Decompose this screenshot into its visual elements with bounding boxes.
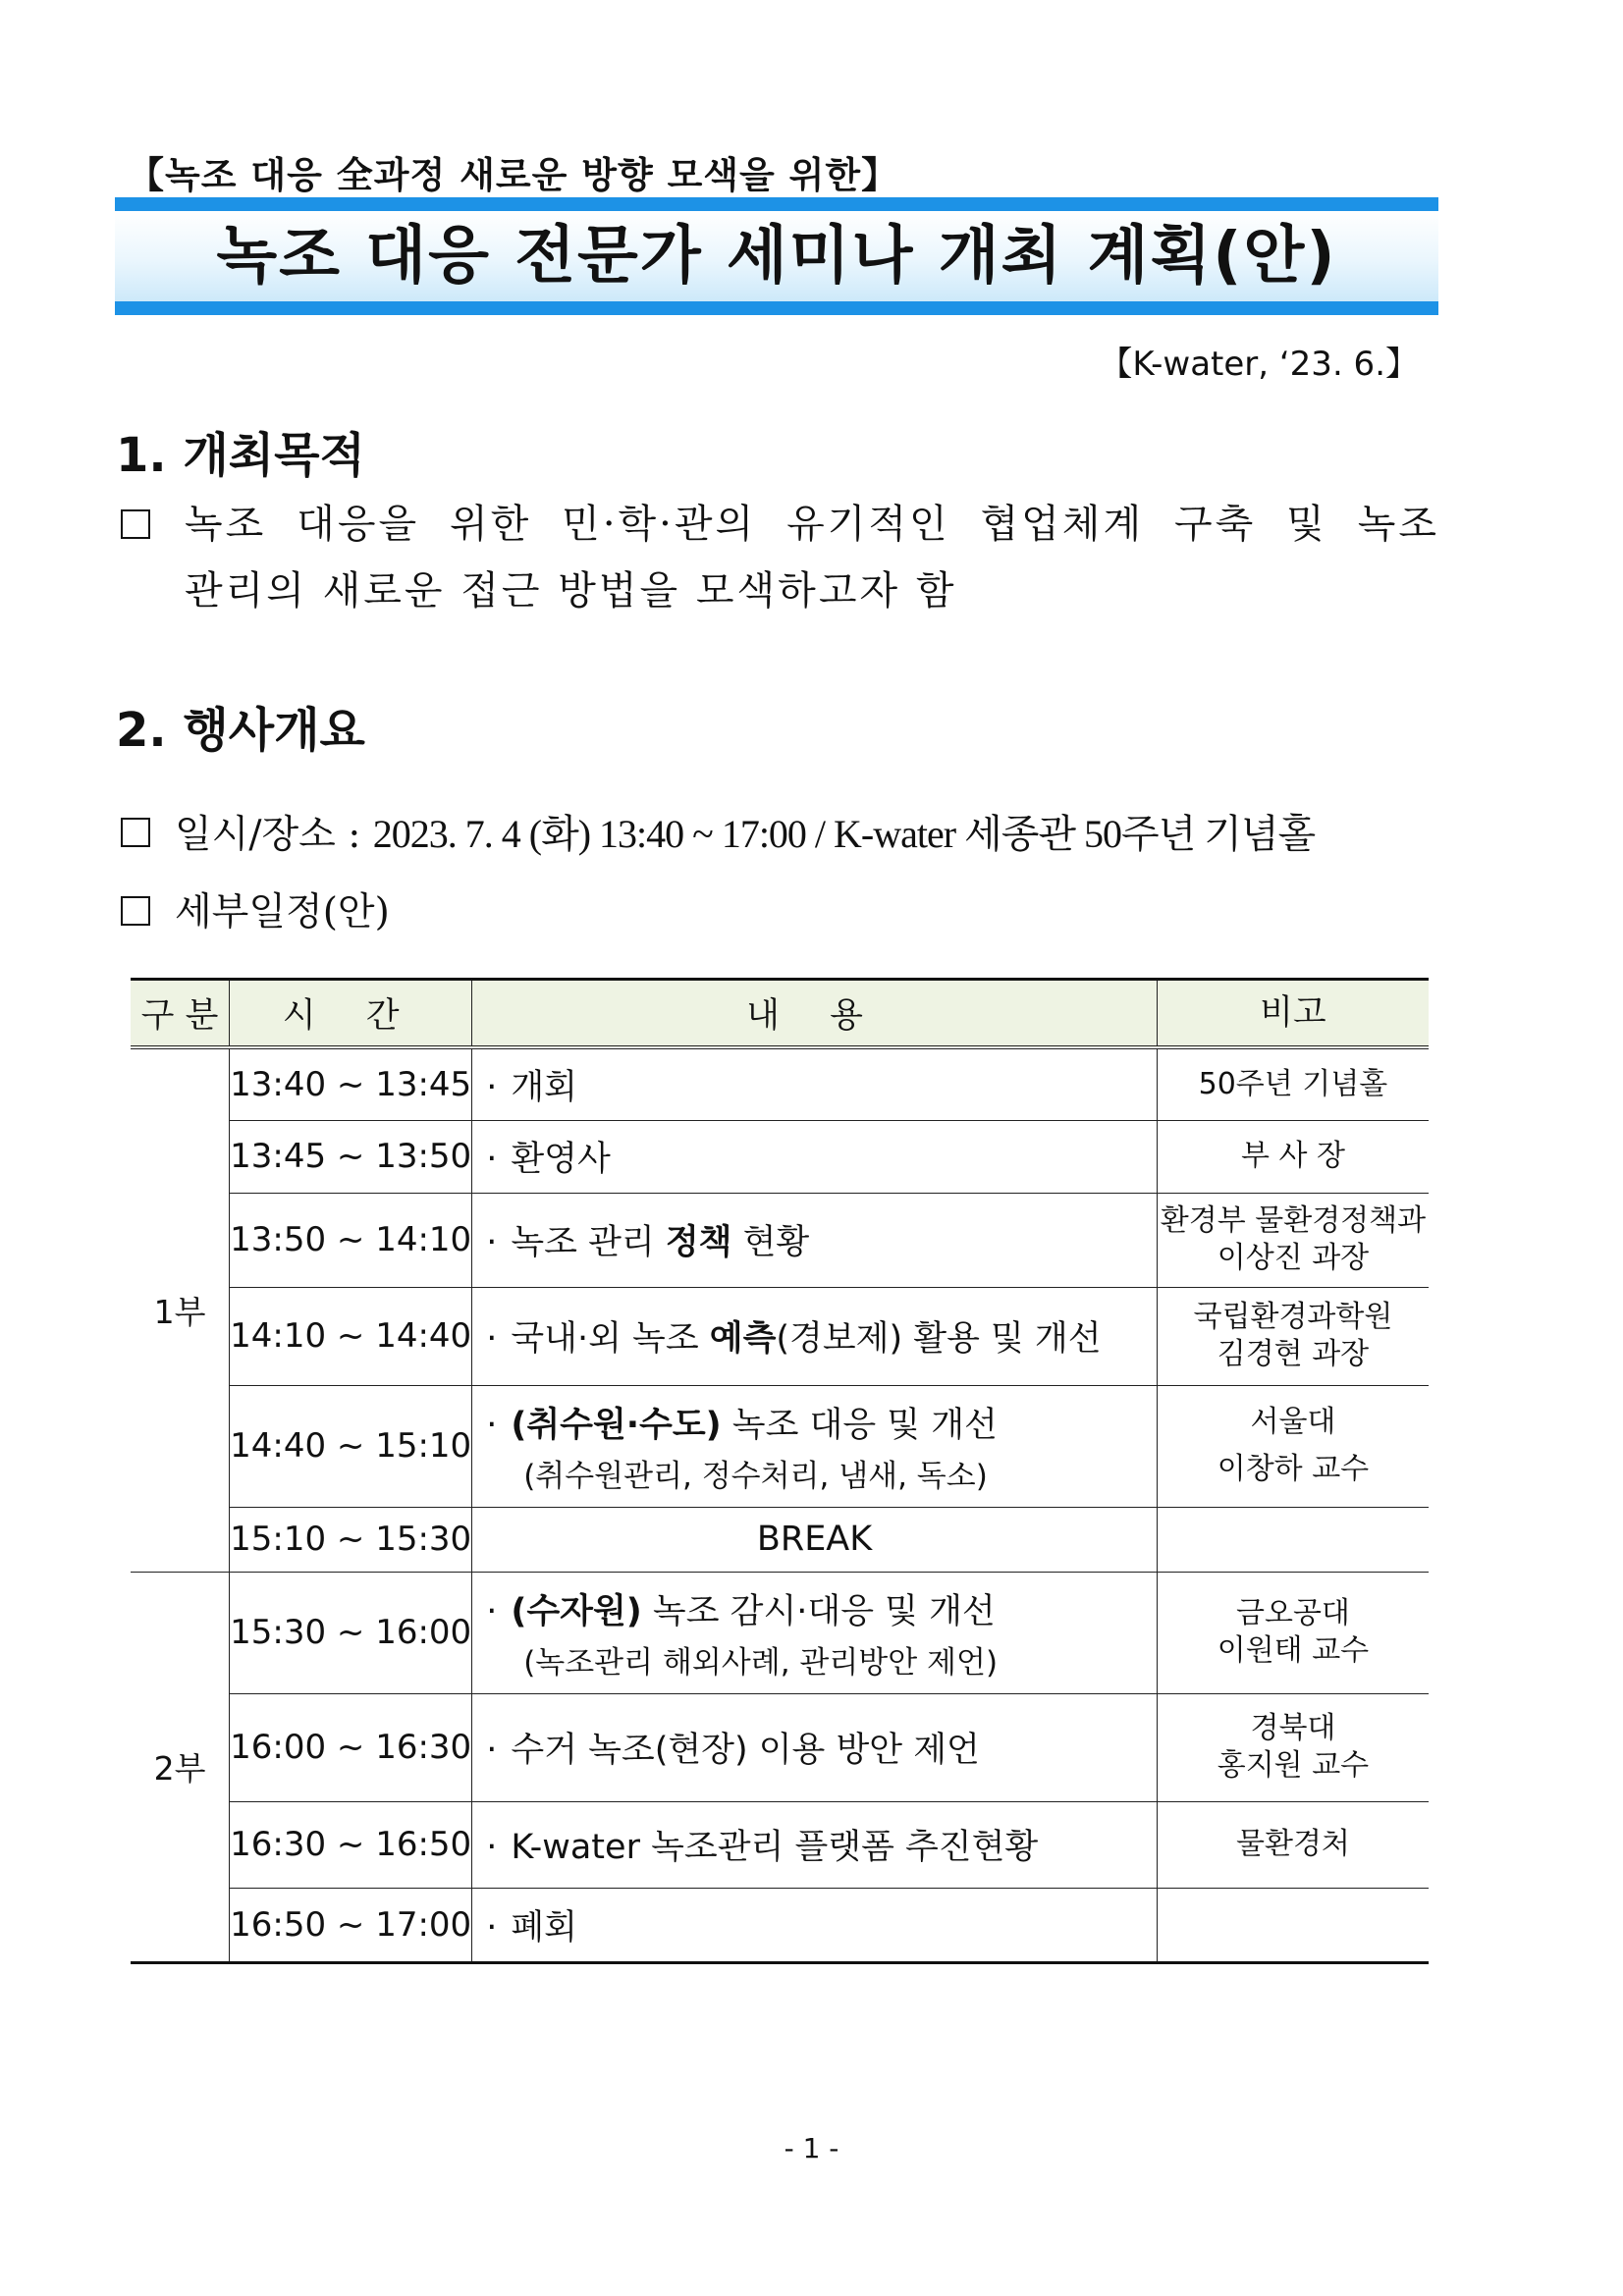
content-emphasis: 예측: [709, 1319, 777, 1359]
date-value: 2023. 7. 4 (화) 13:40 ~ 17:00 / K-water 세종관 50주년 기념홀: [372, 812, 1316, 856]
note-cell: [1157, 1888, 1429, 1962]
bullet-dot: ·: [486, 1591, 498, 1631]
schedule-table: [131, 978, 1429, 1964]
content-text: 국내·외 녹조: [511, 1319, 710, 1359]
purpose-line1: 녹조 대응을 위한 민·학·관의 유기적인 협업체계 구축 및 녹조: [185, 502, 1439, 547]
document-title: 녹조 대응 전문가 세미나 개최 계획(안): [216, 220, 1337, 293]
note-person: 김경현 과장: [1217, 1337, 1370, 1371]
bullet-dot: ·: [486, 1907, 498, 1948]
bullet-dot: ·: [486, 1828, 498, 1867]
note-cell: 50주년 기념홀: [1157, 1047, 1429, 1120]
note-cell: 부 사 장: [1157, 1120, 1429, 1193]
time-cell: 14:10 ~ 14:40: [230, 1287, 472, 1385]
content-text: 수거 녹조(현장) 이용 방안 제언: [511, 1731, 980, 1770]
content-text: 현황: [731, 1223, 810, 1262]
event-date-place: [175, 803, 1315, 859]
title-banner-top-rule: [115, 197, 1438, 211]
note-person: 이원태 교수: [1217, 1633, 1370, 1668]
content-subtext: (녹조관리 해외사례, 관리방안 제언): [523, 1644, 999, 1681]
content-emphasis: (수자원): [511, 1591, 642, 1631]
table-row: [131, 1287, 1429, 1385]
table-row: [131, 1120, 1429, 1193]
content-cell: [472, 1693, 1158, 1801]
document-source: 【K-water, ‘23. 6.】: [1099, 345, 1419, 384]
content-text: (경보제) 활용 및 개선: [776, 1319, 1102, 1359]
part-cell-2: 2부: [131, 1572, 230, 1962]
note-cell: [1157, 1693, 1429, 1801]
content-text: K-water 녹조관리 플랫폼 추진현황: [511, 1828, 1039, 1867]
table-row: [131, 1888, 1429, 1962]
checkbox-square-icon: [121, 896, 150, 926]
content-emphasis: 정책: [665, 1223, 732, 1262]
content-subtext: (취수원관리, 정수처리, 냄새, 독소): [523, 1458, 988, 1494]
note-cell: [1157, 1572, 1429, 1693]
section2-heading: 2. 행사개요: [116, 703, 365, 758]
table-row: [131, 1693, 1429, 1801]
bullet-dot: ·: [486, 1067, 498, 1107]
checkbox-square-icon: [121, 818, 150, 847]
content-main-line: [486, 1584, 1157, 1633]
note-org: 금오공대: [1235, 1596, 1350, 1630]
title-banner-bottom-rule: [115, 301, 1438, 315]
note-person: 홍지원 교수: [1217, 1748, 1370, 1783]
bullet-dot: ·: [486, 1405, 498, 1445]
note-cell: [1157, 1287, 1429, 1385]
table-row: [131, 1193, 1429, 1287]
content-text: 녹조 감시·대응 및 개선: [641, 1591, 996, 1631]
content-cell: [472, 1120, 1158, 1193]
note-person: 이창하 교수: [1217, 1452, 1370, 1486]
table-row: [131, 1507, 1429, 1572]
schedule-label: 세부일정(안): [175, 890, 390, 934]
content-cell: [472, 1385, 1158, 1507]
page-number: - 1 -: [784, 2132, 839, 2164]
content-cell: [472, 1287, 1158, 1385]
header-part: 구 분: [131, 980, 230, 1048]
content-text: 녹조 관리: [511, 1223, 666, 1262]
note-person: 이상진 과장: [1217, 1241, 1370, 1275]
time-cell: 16:50 ~ 17:00: [230, 1888, 472, 1962]
table-row: [131, 1385, 1429, 1507]
section1-heading: 1. 개최목적: [116, 428, 365, 483]
content-cell: [472, 1801, 1158, 1888]
table-row: [131, 1572, 1429, 1693]
time-cell: 16:30 ~ 16:50: [230, 1801, 472, 1888]
header-content: 내 용: [472, 980, 1158, 1048]
table-row: [131, 1801, 1429, 1888]
note-org: 경북대: [1250, 1711, 1336, 1745]
content-cell: [472, 1888, 1158, 1962]
table-header-row: [131, 980, 1429, 1048]
content-cell: [472, 1047, 1158, 1120]
note-cell: 물환경처: [1157, 1801, 1429, 1888]
bullet-dot: ·: [486, 1319, 498, 1359]
table-row: [131, 1047, 1429, 1120]
content-text: 개회: [511, 1067, 577, 1107]
date-label: 일시/장소 :: [175, 813, 373, 857]
time-cell: 15:10 ~ 15:30: [230, 1507, 472, 1572]
time-cell: 14:40 ~ 15:10: [230, 1385, 472, 1507]
title-banner: [115, 197, 1438, 315]
document-subtitle: 【녹조 대응 全과정 새로운 방향 모색을 위한】: [128, 154, 899, 196]
time-cell: 16:00 ~ 16:30: [230, 1693, 472, 1801]
content-text: 녹조 대응 및 개선: [721, 1405, 998, 1445]
time-cell: 13:40 ~ 13:45: [230, 1047, 472, 1120]
bullet-dot: ·: [486, 1731, 498, 1770]
note-cell: [1157, 1507, 1429, 1572]
time-cell: 13:50 ~ 14:10: [230, 1193, 472, 1287]
note-cell: [1157, 1385, 1429, 1507]
content-text: 폐회: [511, 1907, 577, 1948]
note-org: 서울대: [1250, 1405, 1336, 1439]
content-cell: [472, 1572, 1158, 1693]
time-cell: 13:45 ~ 13:50: [230, 1120, 472, 1193]
content-text: 환영사: [511, 1140, 611, 1179]
bullet-dot: ·: [486, 1140, 498, 1179]
checkbox-square-icon: [121, 509, 150, 539]
note-cell: [1157, 1193, 1429, 1287]
purpose-line2: 관리의 새로운 접근 방법을 모색하고자 함: [185, 568, 957, 614]
content-cell: [472, 1193, 1158, 1287]
note-org: 환경부 물환경정책과: [1160, 1203, 1427, 1238]
header-time: 시 간: [230, 980, 472, 1048]
header-note: 비고: [1157, 980, 1429, 1048]
part-cell-1: 1부: [131, 1047, 230, 1572]
note-org: 국립환경과학원: [1193, 1300, 1393, 1334]
bullet-dot: ·: [486, 1223, 498, 1262]
content-main-line: [486, 1398, 1157, 1447]
time-cell: 15:30 ~ 16:00: [230, 1572, 472, 1693]
content-cell: BREAK: [472, 1507, 1158, 1572]
content-emphasis: (취수원·수도): [511, 1405, 722, 1445]
